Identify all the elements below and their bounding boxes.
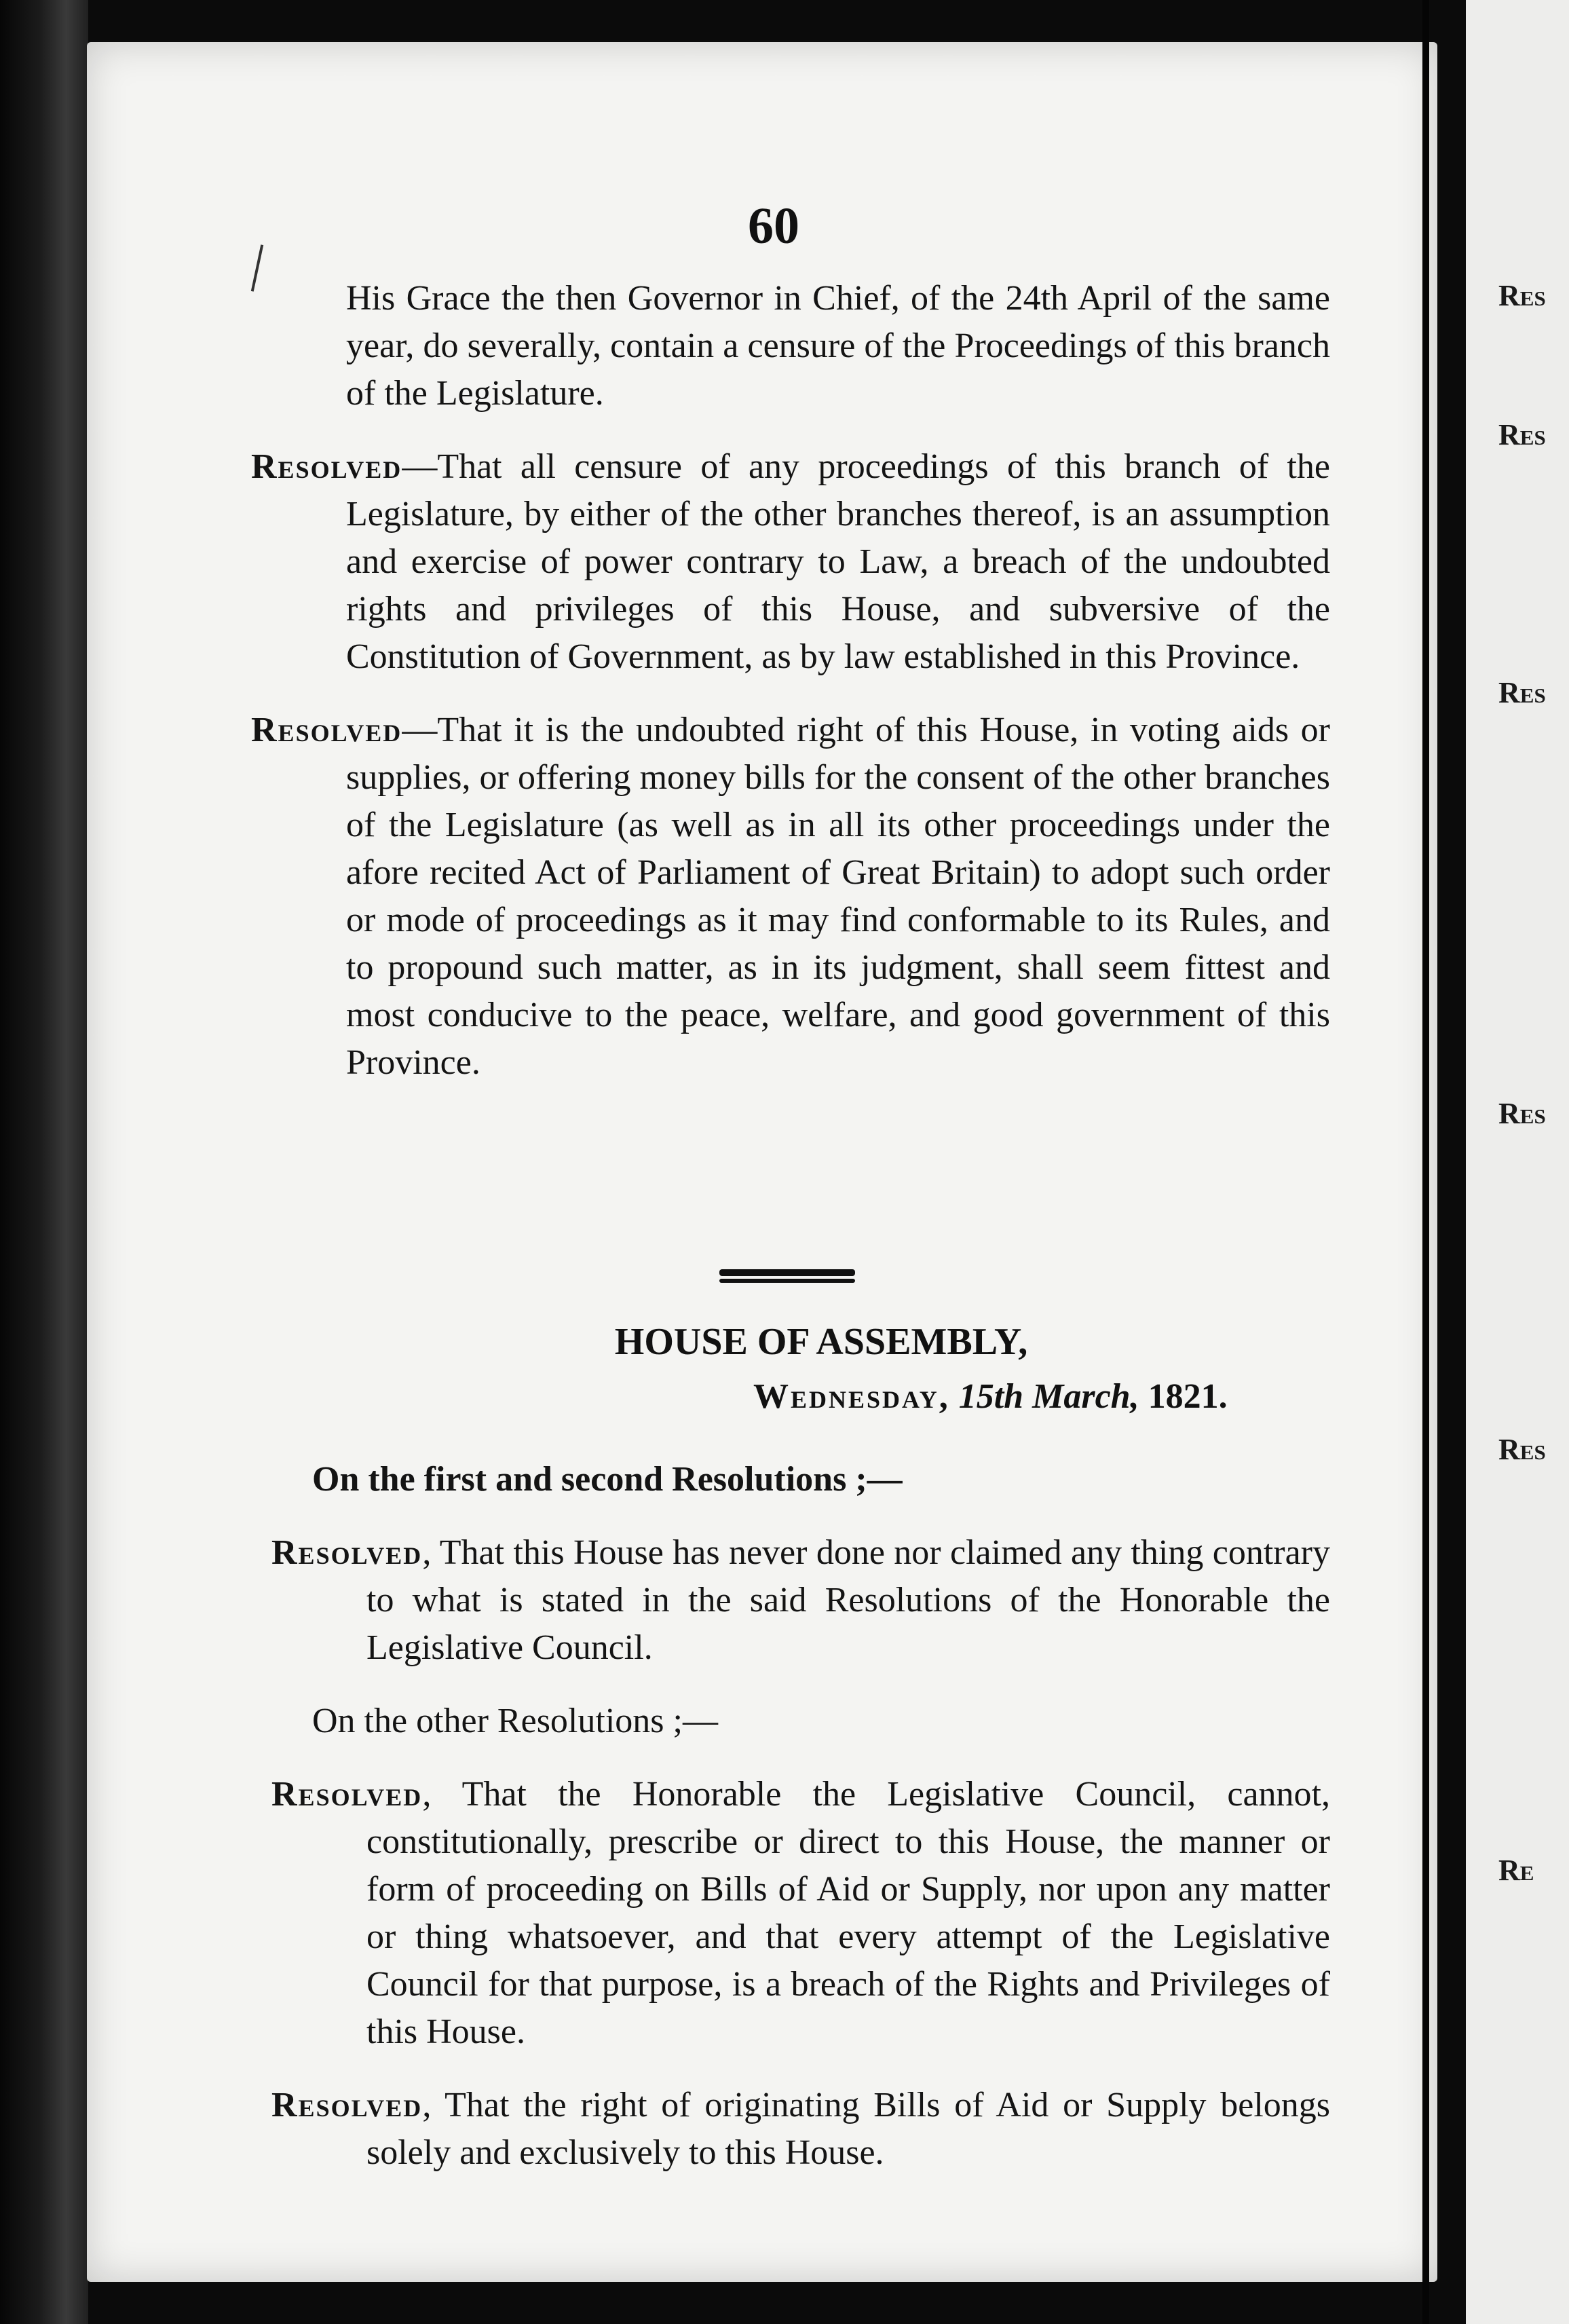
facing-page-edge: [1466, 0, 1569, 2324]
dateline-day: Wednesday,: [753, 1377, 950, 1416]
facing-page-fragment: Res: [1498, 1097, 1546, 1130]
dateline: [753, 1376, 1296, 1417]
page-number: 60: [748, 198, 799, 255]
resolution-paragraph: [251, 707, 1330, 1087]
paragraph-text: , That the Honorable the Legislative Council, cannot, constitutionally, prescribe or direct to this House, the manner or form of proceeding on Bills of Aid or Supply, nor upon any matter or thing whatsoever, and that every attempt of the Legislative Council for that purpose, is a breach of the Rights and Privileges of this House.: [366, 1775, 1330, 2051]
page-gutter: [1422, 0, 1429, 2324]
dateline-date: 15th March,: [958, 1377, 1139, 1416]
resolution-paragraph: [271, 1529, 1330, 1672]
subheading: On the first and second Resolutions ;—: [312, 1460, 903, 1499]
assembly-resolutions: [271, 1456, 1330, 2203]
dateline-year: 1821.: [1148, 1377, 1228, 1416]
facing-page-fragment: Res: [1498, 279, 1546, 312]
paragraph-text: His Grace the then Governor in Chief, of the 24th April of the same year, do severally, contain a censure of the Proceedings of this branch of the Legislature.: [346, 279, 1330, 413]
paragraph-text: , That this House has never done nor claimed any thing contrary to what is stated in the said Resolutions of the Honorable the Legislative Council.: [366, 1533, 1330, 1667]
resolution-paragraph: [271, 2082, 1330, 2177]
paragraph-text: —That all censure of any proceedings of this branch of the Legislature, by either of the other branches thereof, is an assumption and exercise of power contrary to Law, a breach of the undoubted rights and privileges of this House, and subversive of the Constitution of Government, as by law established in this Province.: [346, 447, 1330, 676]
resolved-lead: Resolved: [271, 2086, 423, 2124]
resolutions-block: [251, 275, 1330, 1112]
subheading: On the other Resolutions ;—: [312, 1702, 718, 1740]
scanner-edge: [0, 0, 88, 2324]
paragraph-text: , That the right of originating Bills of Aid or Supply belongs solely and exclusively to this House.: [366, 2086, 1330, 2172]
resolved-lead: Resolved: [271, 1533, 423, 1572]
resolution-paragraph: [251, 443, 1330, 681]
resolved-lead: Resolved: [251, 711, 402, 749]
facing-page-fragment: Re: [1498, 1854, 1534, 1887]
continued-paragraph: [251, 275, 1330, 417]
section-divider: [719, 1269, 855, 1284]
facing-page-fragment: Res: [1498, 1433, 1546, 1466]
resolved-lead: Resolved: [271, 1775, 423, 1814]
facing-page-fragment: Res: [1498, 676, 1546, 709]
resolution-paragraph: [271, 1771, 1330, 2056]
facing-page-fragment: Res: [1498, 418, 1546, 451]
paragraph-text: —That it is the undoubted right of this House, in voting aids or supplies, or offering money bills for the consent of the other branches of the Legislature (as well as in all its other proceedings under the afore recited Act of Parliament of Great Britain) to adopt such order or mode of proceedings as it may find conformable to its Rules, and to propound such matter, as in its judgment, shall seem fittest and most conducive to the peace, welfare, and good government of this Province.: [346, 711, 1330, 1082]
resolved-lead: Resolved: [251, 447, 402, 486]
section-heading: HOUSE OF ASSEMBLY,: [614, 1321, 1028, 1363]
